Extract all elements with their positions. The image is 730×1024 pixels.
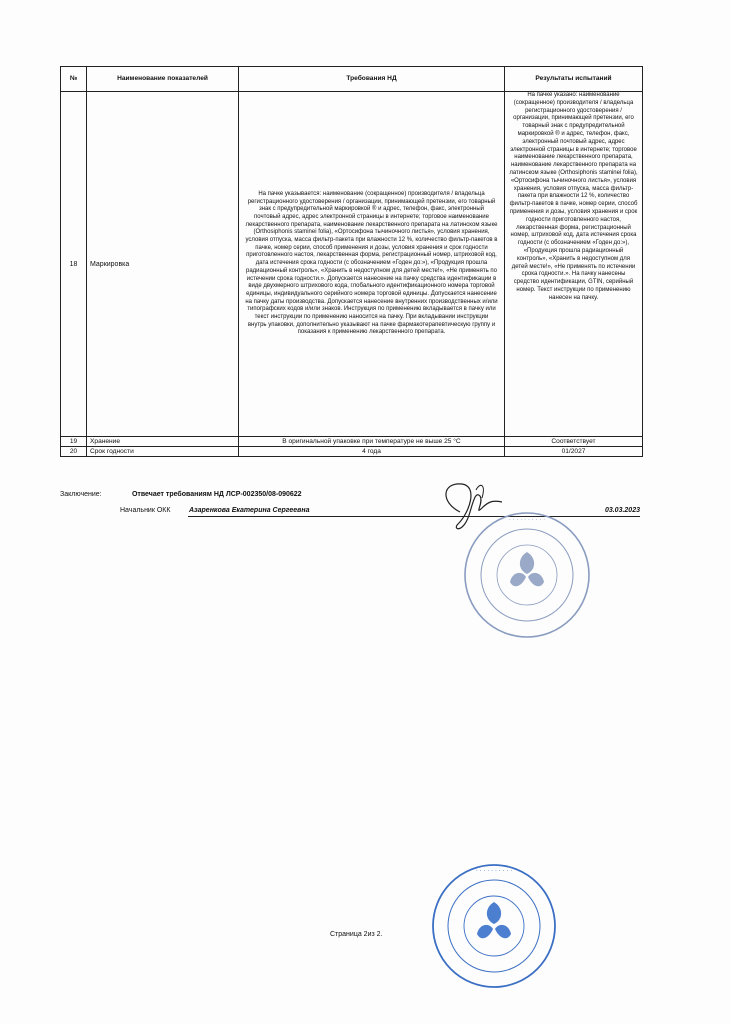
conclusion-value: Отвечает требованиям НД ЛСР-002350/08-090622 [131,491,302,498]
col-number-header: № [61,67,87,92]
row-number: 20 [61,447,87,457]
page-number: Страница 2из 2. [330,931,383,938]
signoff-person: Азаренкова Екатерина Сергеевна [189,507,310,514]
col-result-header: Результаты испытаний [505,67,643,92]
production-stamp [430,862,558,990]
row-indicator: Срок годности [87,447,239,457]
signoff-date: 03.03.2023 [604,507,640,514]
row-requirement: В оригинальной упаковке при температуре не выше 25 °С [239,437,505,447]
results-table [60,66,643,457]
row-requirement: 4 года [239,447,505,457]
table-row [61,447,643,457]
row-result: Соответствует [505,437,643,447]
row-indicator: Маркировка [87,92,239,437]
signoff-position: Начальник ОКК [120,507,171,514]
table-row [61,437,643,447]
col-indicator-header: Наименование показателей [87,67,239,92]
row-requirement: На пачке указывается: наименование (сокращенное) производителя / владельца регистрационного удостоверения / организации, принимающей претензии, его товарный знак с предупредительной маркировкой ® и адрес, телефон, факс, электронный почтовый адрес, адрес электронной страницы в интернете; торговое наименование лекарственного препарата, наименование лекарственного препарата на латинском языке (Orthosiphonis staminei folia), «Ортосифона тычиночного листья», условия хранения, условия отпуска, масса фильтр-пакета при влажности 12 %, количество фильтр-пакетов в пачке, номер серии, способ применения и дозы, условия хранения и срок годности приготовленного настоя, лекарственная форма, регистрационный номер, штриховой код, дата истечения срока годности (с обозначением «Годен до:»), «Продукция прошла радиационный контроль», «Хранить в недоступном для детей месте!», «Не применять по истечении срока годности.». Допускается нанесение на пачку средства идентификации в виде двухмерного штрихового кода, глобального идентификационного номера торговой единицы, индивидуального серийного номера торговой единицы. Допускается нанесение на пачку даты производства. Допускается нанесение внутренних производственных и/или типографских кодов и/или знаков. Инструкция по применению вкладывается в пачку или текст инструкции по применению наносится на пачку. При вкладывании инструкции внутрь упаковки, дополнительно указывают на пачке фармакотерапевтическую группу и показания к применению лекарственного препарата. [239,92,505,437]
svg-text:· · · · · · · · · ·: · · · · · · · · · · [475,868,513,875]
conclusion [60,491,302,498]
table-row [61,92,643,437]
row-number: 19 [61,437,87,447]
svg-text:· · · · · · · · · ·: · · · · · · · · · · [508,517,546,524]
conclusion-label: Заключение: [60,491,102,498]
table-header-row [61,67,643,92]
row-result: На пачке указано: наименование (сокращенное) производителя / владельца регистрационного удостоверения / организации, принимающей претензии, его товарный знак с предупредительной маркировкой ® и адрес, телефон, факс, электронный почтовый адрес, адрес электронной страницы в интернете; торговое наименование лекарственного препарата, наименование лекарственного препарата на латинском языке (Orthosiphonis staminei folia), «Ортосифона тычиночного листья», условия хранения, условия отпуска, масса фильтр-пакета при влажности 12 %, количество фильтр-пакетов в пачке, номер серии, способ применения и дозы, условия хранения и срок годности приготовленного настоя, лекарственная форма, регистрационный номер, штриховой код, дата истечения срока годности (с обозначением «Годен до:»), «Продукция прошла радиационный контроль», «Хранить в недоступном для детей месте!», «Не применять по истечении срока годности.». На пачку нанесены средство идентификации, GTIN, серийный номер. Текст инструкции по применению нанесен на пачку. [505,92,643,437]
col-requirement-header: Требования НД [239,67,505,92]
row-number: 18 [61,92,87,437]
quality-control-stamp [462,510,592,640]
row-indicator: Хранение [87,437,239,447]
row-result: 01/2027 [505,447,643,457]
